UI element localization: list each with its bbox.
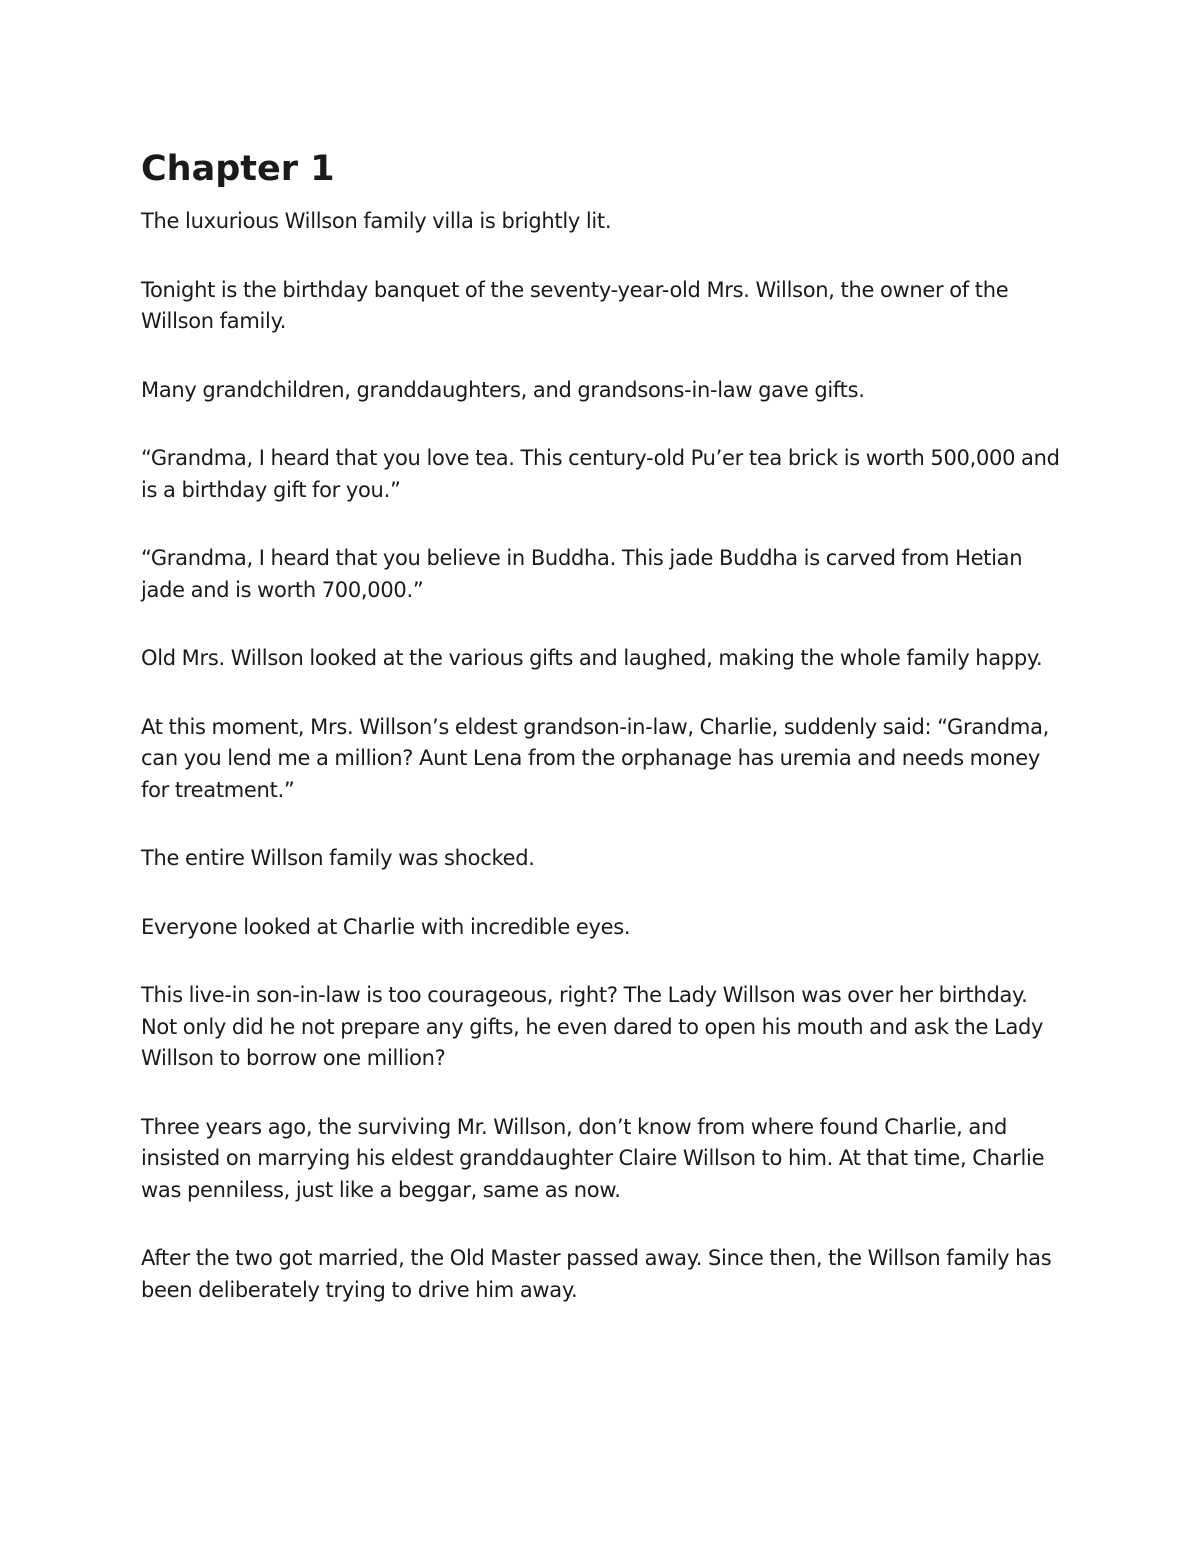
paragraph: Old Mrs. Willson looked at the various gifts and laughed, making the whole family happy. xyxy=(141,646,1043,670)
paragraph: Tonight is the birthday banquet of the seventy-year-old Mrs. Willson, the owner of the Willson family. xyxy=(141,277,1009,333)
paragraph: The entire Willson family was shocked. xyxy=(141,846,535,870)
paragraph: The luxurious Willson family villa is brightly lit. xyxy=(141,209,612,233)
paragraph: “Grandma, I heard that you believe in Buddha. This jade Buddha is carved from Hetian jade and is worth 700,000.” xyxy=(141,546,1023,602)
paragraph: This live-in son-in-law is too courageous, right? The Lady Willson was over her birthday. Not only did he not prepare any gifts, he even dared to open his mouth and ask the Lady Willson to borrow one million? xyxy=(141,983,1044,1070)
paragraph: At this moment, Mrs. Willson’s eldest grandson-in-law, Charlie, suddenly said: “Grandma, can you lend me a million? Aunt Lena from the orphanage has uremia and needs money for treatment.” xyxy=(141,714,1050,802)
chapter-title: Chapter 1 xyxy=(141,149,335,189)
paragraph: “Grandma, I heard that you love tea. This century-old Pu’er tea brick is worth 500,000 and is a birthday gift for you.” xyxy=(141,446,1060,502)
paragraph: Everyone looked at Charlie with incredible eyes. xyxy=(141,914,631,939)
paragraph: Many grandchildren, granddaughters, and grandsons-in-law gave gifts. xyxy=(141,377,865,402)
paragraph: After the two got married, the Old Master passed away. Since then, the Willson family has been deliberately trying to drive him away. xyxy=(141,1246,1052,1302)
paragraph: Three years ago, the surviving Mr. Willson, don’t know from where found Charlie, and insisted on marrying his eldest granddaughter Claire Willson to him. At that time, Charlie was penniless, just like a beggar, same as now. xyxy=(141,1114,1045,1202)
document-body xyxy=(141,146,1061,1343)
